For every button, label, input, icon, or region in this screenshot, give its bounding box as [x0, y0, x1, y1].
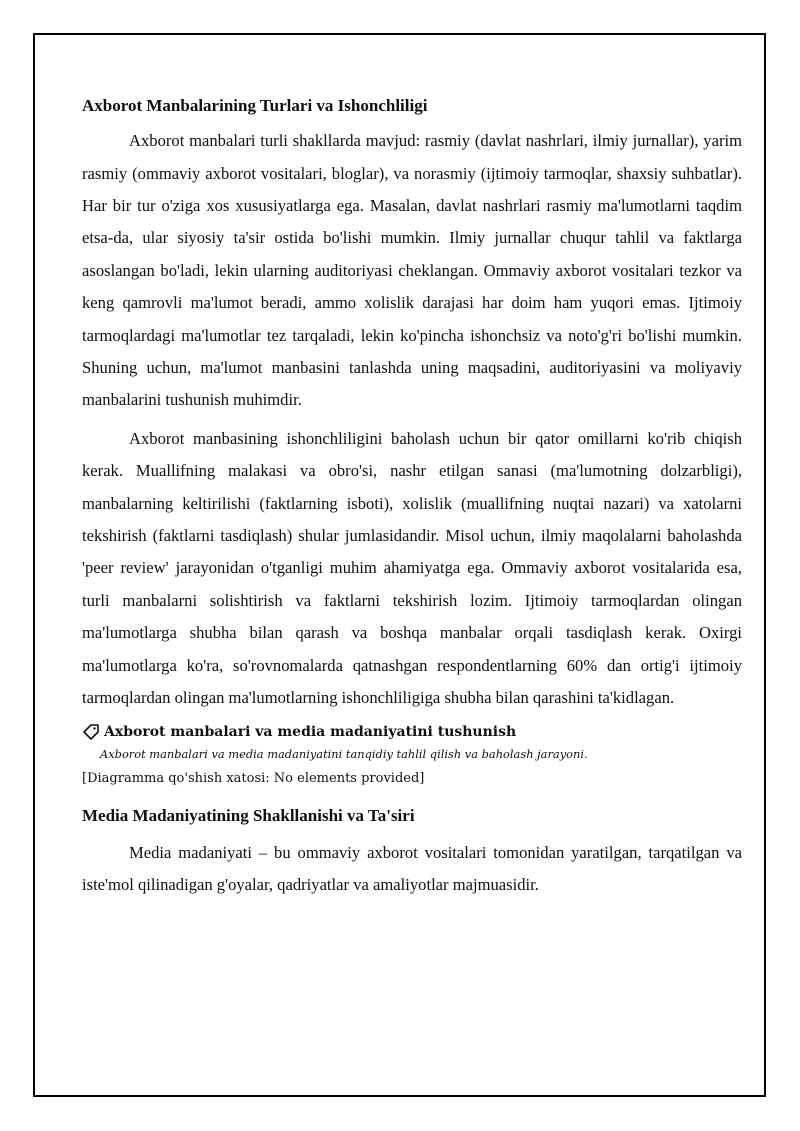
- document-body: [82, 92, 742, 902]
- paragraph: Axborot manbasining ishonchliligini baholash uchun bir qator omillarni ko'rib chiqish kerak. Muallifning malakasi va obro'si, nashr etilgan sanasi (ma'lumotning dolzarbligi), manbalarning keltirilishi (faktlarning isboti), xolislik (muallifning nuqtai nazari) va xatolarni tekshirish (faktlarni tasdiqlash) shular jumlasidandir. Misol uchun, ilmiy maqolalarni baholashda 'peer review' jarayonidan o'tganligi muhim ahamiyatga ega. Ommaviy axborot vositalarida esa, turli manbalarni solishtirish va faktlarni tekshirish lozim. Ijtimoiy tarmoqlardan olingan ma'lumotlarga shubha bilan qarash va boshqa manbalar orqali tasdiqlash kerak. Oxirgi ma'lumotlarga ko'ra, so'rovnomalarda qatnashgan respondentlarning 60% dan ortig'i ijtimoiy tarmoqlardan olingan ma'lumotlarning ishonchliligiga shubha bilan qarashini ta'kidlagan.: [82, 428, 742, 708]
- tag-icon: [82, 723, 100, 741]
- paragraph: Media madaniyati – bu ommaviy axborot vositalari tomonidan yaratilgan, tarqatilgan va iste'mol qilinadigan g'oyalar, qadriyatlar va amaliyotlar majmuasidir.: [82, 842, 742, 895]
- paragraph: Axborot manbalari turli shakllarda mavjud: rasmiy (davlat nashrlari, ilmiy jurnallar), yarim rasmiy (ommaviy axborot vositalari, bloglar), va norasmiy (ijtimoiy tarmoqlar, shaxsiy suhbatlar). Har bir tur o'ziga xos xususiyatlarga ega. Masalan, davlat nashrlari rasmiy ma'lumotlarni taqdim etsa-da, ular siyosiy ta'sir ostida bo'lishi mumkin. Ilmiy jurnallar chuqur tahlil va faktlarga asoslangan bo'ladi, lekin ularning auditoriyasi cheklangan. Ommaviy axborot vositalari tezkor va keng qamrovli ma'lumot beradi, ammo xolislik darajasi har doim ham yuqori emas. Ijtimoiy tarmoqlardagi ma'lumotlar tez tarqaladi, lekin ko'pincha ishonchsiz va noto'g'ri bo'lishi mumkin. Shuning uchun, ma'lumot manbasini tanlashda uning maqsadini, auditoriyasini va moliyaviy manbalarini tushunish muhimdir.: [82, 131, 742, 410]
- section-heading: Axborot Manbalarining Turlari va Ishonchliligi: [82, 96, 428, 115]
- diagram-title: Axborot manbalari va media madaniyatini tushunish: [104, 723, 517, 740]
- diagram-error-message: [Diagramma qo'shish xatosi: No elements provided]: [82, 770, 425, 786]
- diagram-caption: [82, 723, 742, 741]
- section-heading: Media Madaniyatining Shakllanishi va Ta'siri: [82, 805, 415, 825]
- diagram-description: Axborot manbalari va media madaniyatini tanqidiy tahlil qilish va baholash jarayoni.: [100, 746, 588, 761]
